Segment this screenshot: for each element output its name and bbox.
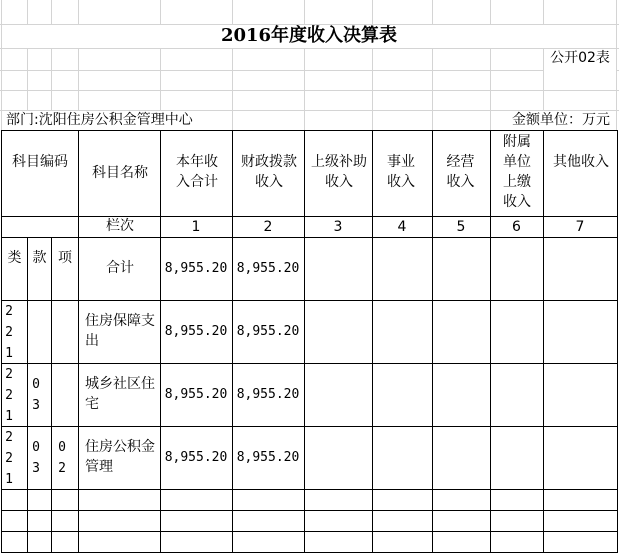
header-subject-name: 科目名称 [92, 165, 148, 181]
header-other: 其他收入 [553, 154, 609, 170]
header-business: 事业收入 [387, 154, 415, 190]
column-number: 1 [191, 219, 201, 235]
table-border [1, 130, 2, 553]
column-number-label: 栏次 [106, 218, 134, 234]
code-label-item: 项 [58, 250, 72, 266]
row-fiscal: 8,955.20 [236, 261, 300, 276]
row-fiscal: 8,955.20 [236, 387, 300, 402]
row-code-item: 02 [58, 440, 66, 476]
header-affiliated: 附属单位上缴收入 [503, 134, 531, 210]
table-border [304, 130, 305, 553]
row-total: 8,955.20 [164, 387, 228, 402]
table-border [1, 489, 618, 490]
department-label: 部门:沈阳住房公积金管理中心 [6, 112, 193, 128]
grid-line [0, 70, 619, 71]
row-name: 城乡社区住宅 [85, 376, 155, 412]
row-code-class: 221 [5, 304, 13, 361]
row-code-section: 03 [32, 440, 40, 476]
table-border [1, 552, 618, 553]
grid-line [372, 0, 373, 130]
column-number: 2 [263, 219, 273, 235]
table-border [432, 130, 433, 553]
column-number: 3 [333, 219, 343, 235]
grid-line [304, 0, 305, 130]
row-fiscal: 8,955.20 [236, 324, 300, 339]
table-border [78, 130, 79, 553]
table-border [543, 130, 544, 553]
table-border [617, 130, 618, 553]
grid-line [616, 0, 617, 130]
code-label-class: 类 [7, 250, 22, 266]
table-border [232, 130, 233, 553]
row-total: 8,955.20 [164, 261, 228, 276]
grid-line [432, 0, 433, 130]
table-border [372, 130, 373, 553]
table-border [1, 130, 618, 131]
row-fiscal: 8,955.20 [236, 450, 300, 465]
row-code-class: 221 [5, 367, 13, 424]
table-border [160, 130, 161, 553]
header-superior: 上级补助收入 [311, 154, 367, 190]
column-number: 7 [575, 219, 585, 235]
row-total: 8,955.20 [164, 324, 228, 339]
form-code: 公开02表 [550, 50, 610, 66]
table-border [490, 130, 491, 553]
row-code-section: 03 [32, 377, 40, 413]
row-total: 8,955.20 [164, 450, 228, 465]
table-border [1, 510, 618, 511]
table-border [1, 300, 618, 301]
grid-line [0, 48, 619, 49]
table-border [51, 237, 52, 553]
table-border [1, 426, 618, 427]
page-title: 2016年度收入决算表 [220, 25, 398, 46]
unit-label: 金额单位：万元 [512, 112, 610, 128]
column-number: 4 [397, 219, 407, 235]
header-subject-code: 科目编码 [12, 154, 68, 170]
header-operation: 经营收入 [446, 154, 475, 190]
header-total: 本年收入合计 [176, 154, 218, 190]
table-border [1, 237, 618, 238]
row-name: 住房保障支出 [85, 313, 155, 349]
table-border [27, 237, 28, 553]
header-fiscal: 财政拨款收入 [241, 154, 297, 190]
row-name: 合计 [106, 260, 134, 276]
grid-line [0, 90, 619, 91]
code-label-section: 款 [32, 250, 47, 266]
row-code-class: 221 [5, 430, 13, 487]
table-border [1, 531, 618, 532]
column-number: 5 [456, 219, 466, 235]
row-name: 住房公积金管理 [85, 439, 155, 475]
table-border [1, 363, 618, 364]
column-number: 6 [512, 219, 521, 235]
